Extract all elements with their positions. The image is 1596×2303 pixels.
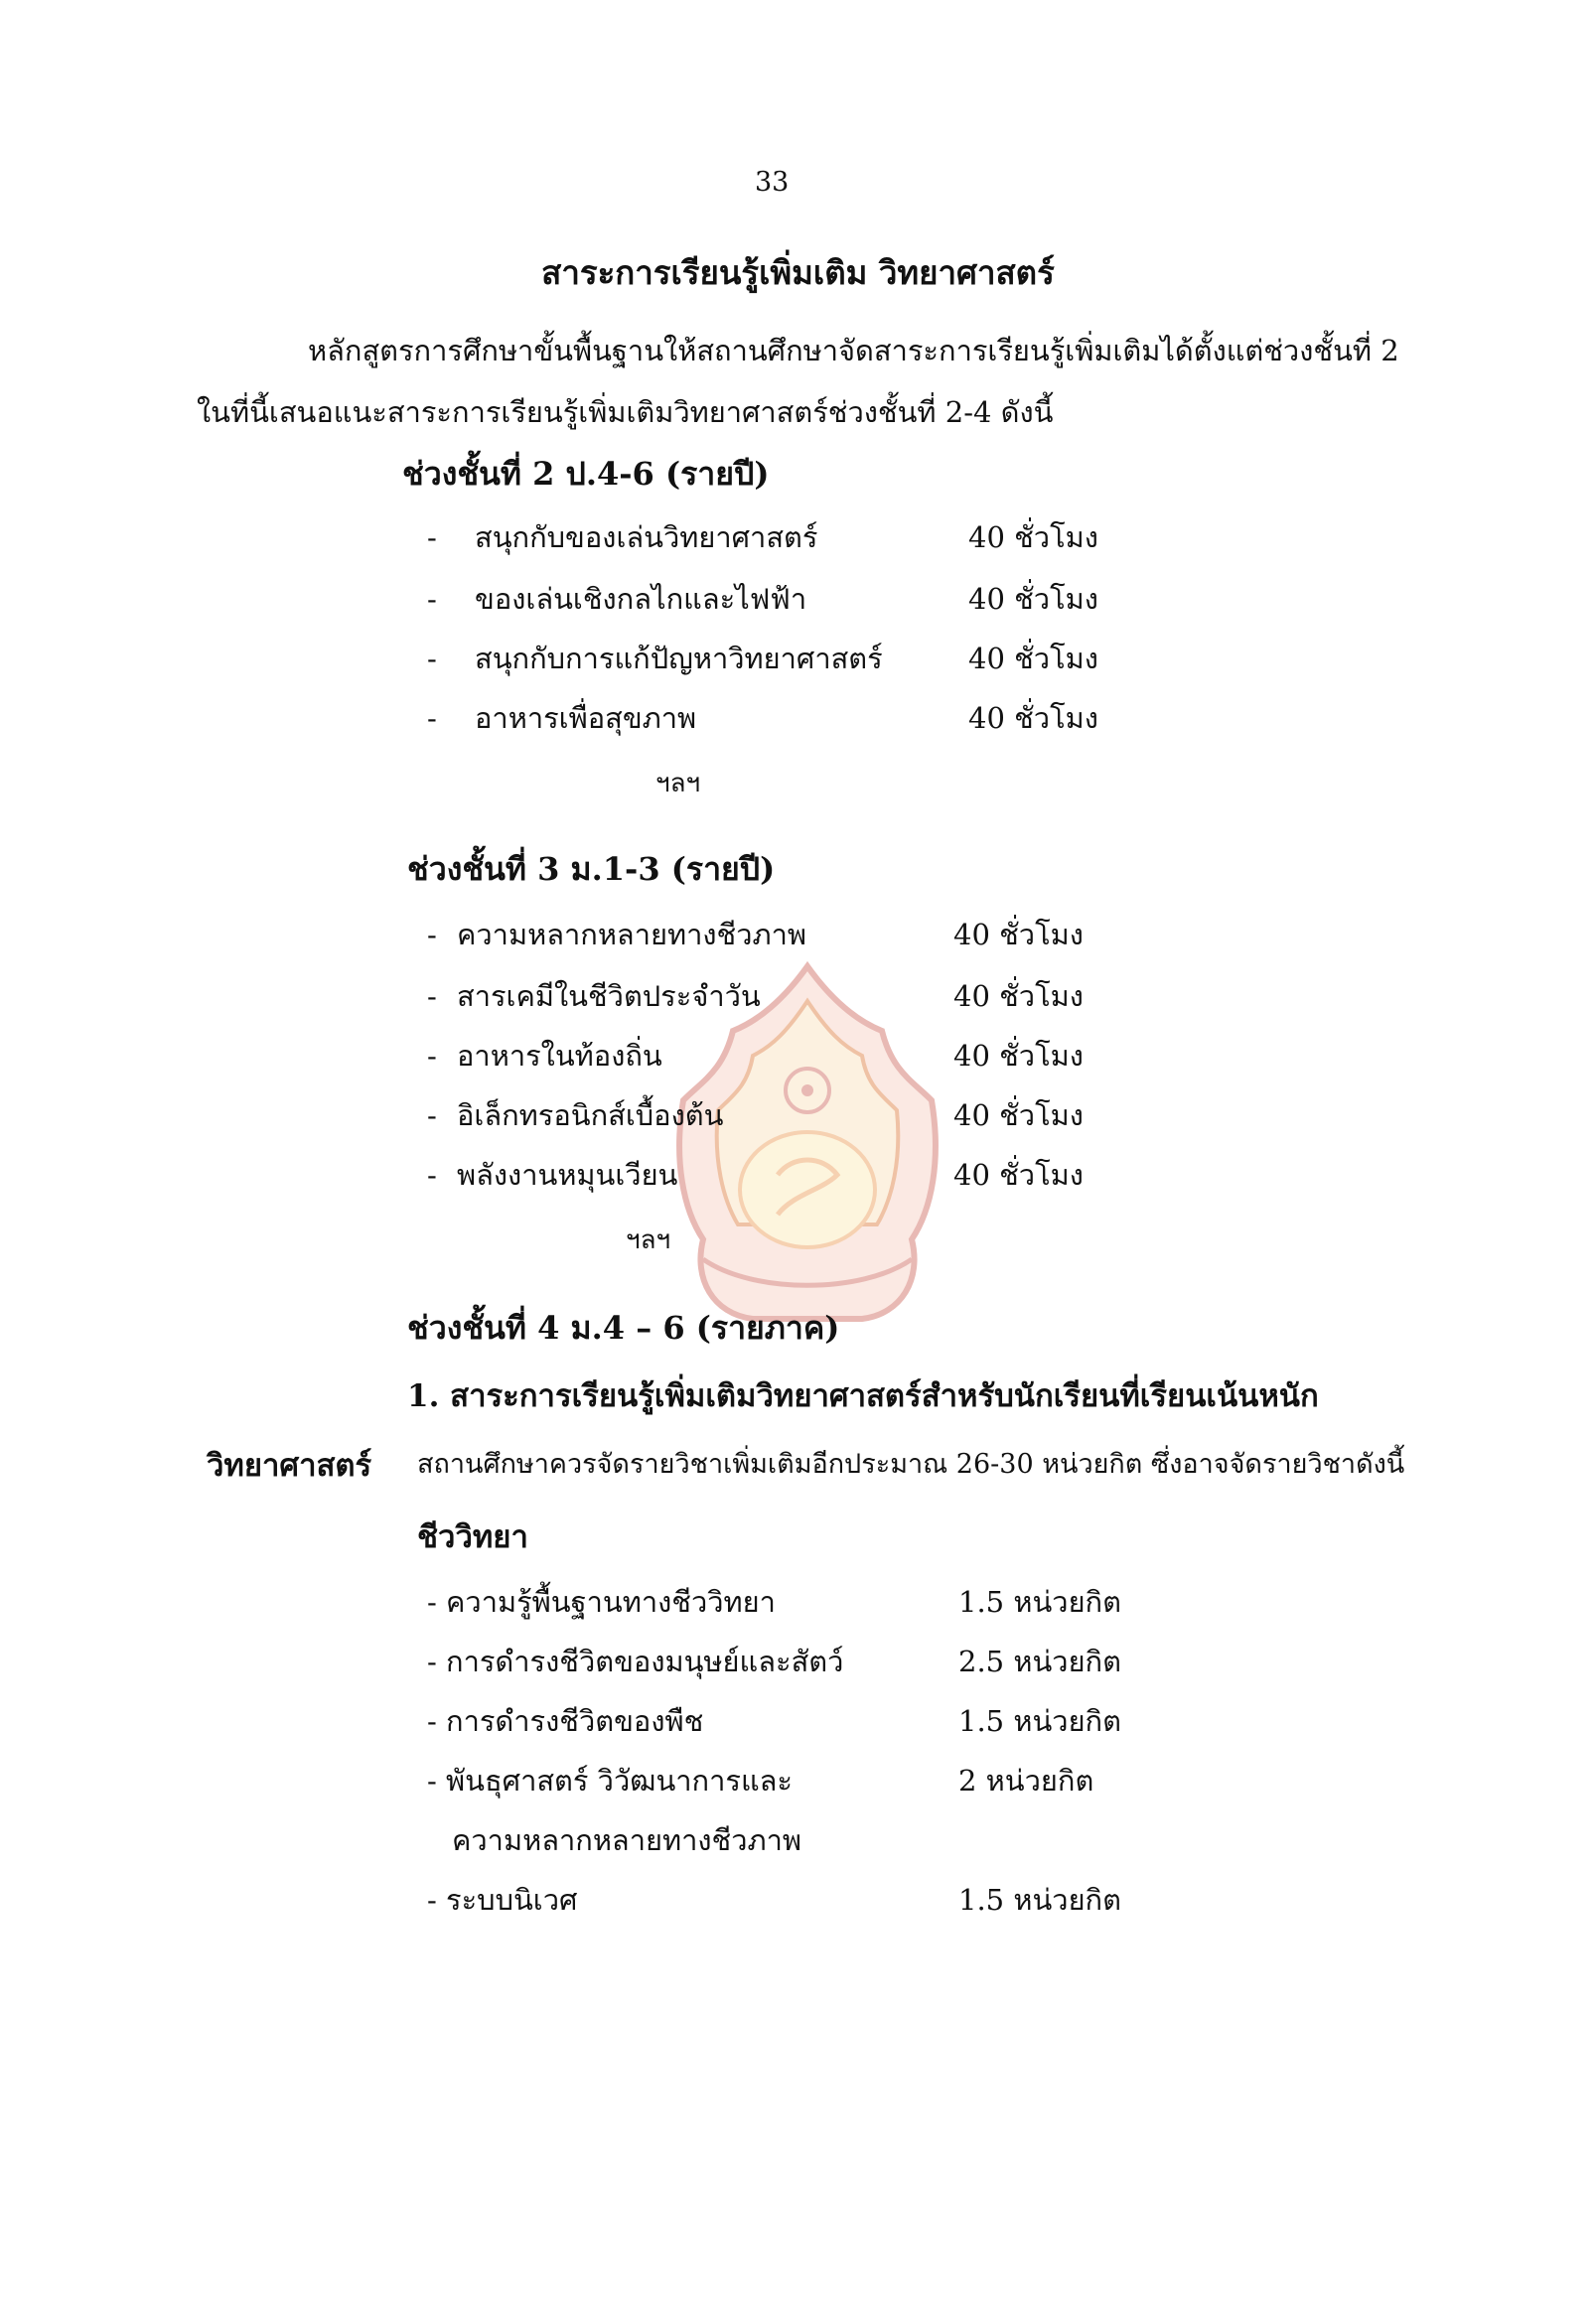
hours-value: 40 ชั่วโมง <box>953 918 1084 951</box>
credits-value: 2.5 หน่วยกิต <box>958 1645 1121 1678</box>
intro-line-2: ในที่นี้เสนอแนะสาระการเรียนรู้เพิ่มเติมวิทยาศาสตร์ช่วงชั้นที่ 2-4 ดังนี้ <box>197 395 1054 429</box>
list-item: - ความรู้พื้นฐานทางชีววิทยา <box>427 1585 776 1619</box>
list-item: - อาหารในท้องถิ่น <box>427 1039 662 1073</box>
level3-heading: ช่วงชั้นที่ 3 ม.1-3 (รายปี) <box>407 850 776 888</box>
list-item: - การดำรงชีวิตของพืช <box>427 1704 704 1738</box>
list-item: - อาหารเพื่อสุขภาพ <box>427 701 697 735</box>
hours-value: 40 ชั่วโมง <box>953 1039 1084 1073</box>
list-item: - สนุกกับของเล่นวิทยาศาสตร์ <box>427 520 818 554</box>
point-1: 1. สาระการเรียนรู้เพิ่มเติมวิทยาศาสตร์สำหรับนักเรียนที่เรียนเน้นหนัก <box>407 1378 1319 1414</box>
list-item: - การดำรงชีวิตของมนุษย์และสัตว์ <box>427 1645 844 1678</box>
list-item: - สนุกกับการแก้ปัญหาวิทยาศาสตร์ <box>427 642 883 675</box>
hours-value: 40 ชั่วโมง <box>953 1158 1084 1192</box>
credits-value: 1.5 หน่วยกิต <box>958 1585 1121 1619</box>
list-item: - พันธุศาสตร์ วิวัฒนาการและ <box>427 1764 794 1798</box>
credits-value: 2 หน่วยกิต <box>958 1764 1094 1798</box>
hours-value: 40 ชั่วโมง <box>968 642 1098 675</box>
list-item: - อิเล็กทรอนิกส์เบื้องต้น <box>427 1098 724 1132</box>
level4-heading: ช่วงชั้นที่ 4 ม.4 – 6 (รายภาค) <box>407 1309 840 1347</box>
list-item: - ของเล่นเชิงกลไกและไฟฟ้า <box>427 582 807 616</box>
page-title: สาระการเรียนรู้เพิ่มเติม วิทยาศาสตร์ <box>541 253 1055 292</box>
credits-value: 1.5 หน่วยกิต <box>958 1704 1121 1738</box>
biology-heading: ชีววิทยา <box>417 1519 528 1555</box>
hours-value: 40 ชั่วโมง <box>968 701 1098 735</box>
hours-value: 40 ชั่วโมง <box>953 979 1084 1013</box>
etc-mark: ฯลฯ <box>655 769 701 798</box>
list-item: - ความหลากหลายทางชีวภาพ <box>427 918 807 951</box>
list-item: - พลังงานหมุนเวียน <box>427 1158 678 1192</box>
subject-label: วิทยาศาสตร์ <box>207 1448 372 1484</box>
intro-line-1: หลักสูตรการศึกษาขั้นพื้นฐานให้สถานศึกษาจัดสาระการเรียนรู้เพิ่มเติมได้ตั้งแต่ช่วงชั้นที่ 2 <box>308 334 1399 367</box>
page-number: 33 <box>755 167 790 198</box>
hours-value: 40 ชั่วโมง <box>968 520 1098 554</box>
etc-mark: ฯลฯ <box>626 1225 671 1255</box>
hours-value: 40 ชั่วโมง <box>953 1098 1084 1132</box>
point-1-continuation: สถานศึกษาควรจัดรายวิชาเพิ่มเติมอีกประมาณ 26-30 หน่วยกิต ซึ่งอาจจัดรายวิชาดังนี้ <box>417 1449 1405 1480</box>
list-item-continuation: ความหลากหลายทางชีวภาพ <box>452 1823 802 1857</box>
list-item: - ระบบนิเวศ <box>427 1883 578 1917</box>
hours-value: 40 ชั่วโมง <box>968 582 1098 616</box>
list-item: - สารเคมีในชีวิตประจำวัน <box>427 979 761 1013</box>
level2-heading: ช่วงชั้นที่ 2 ป.4-6 (รายปี) <box>402 455 770 493</box>
credits-value: 1.5 หน่วยกิต <box>958 1883 1121 1917</box>
